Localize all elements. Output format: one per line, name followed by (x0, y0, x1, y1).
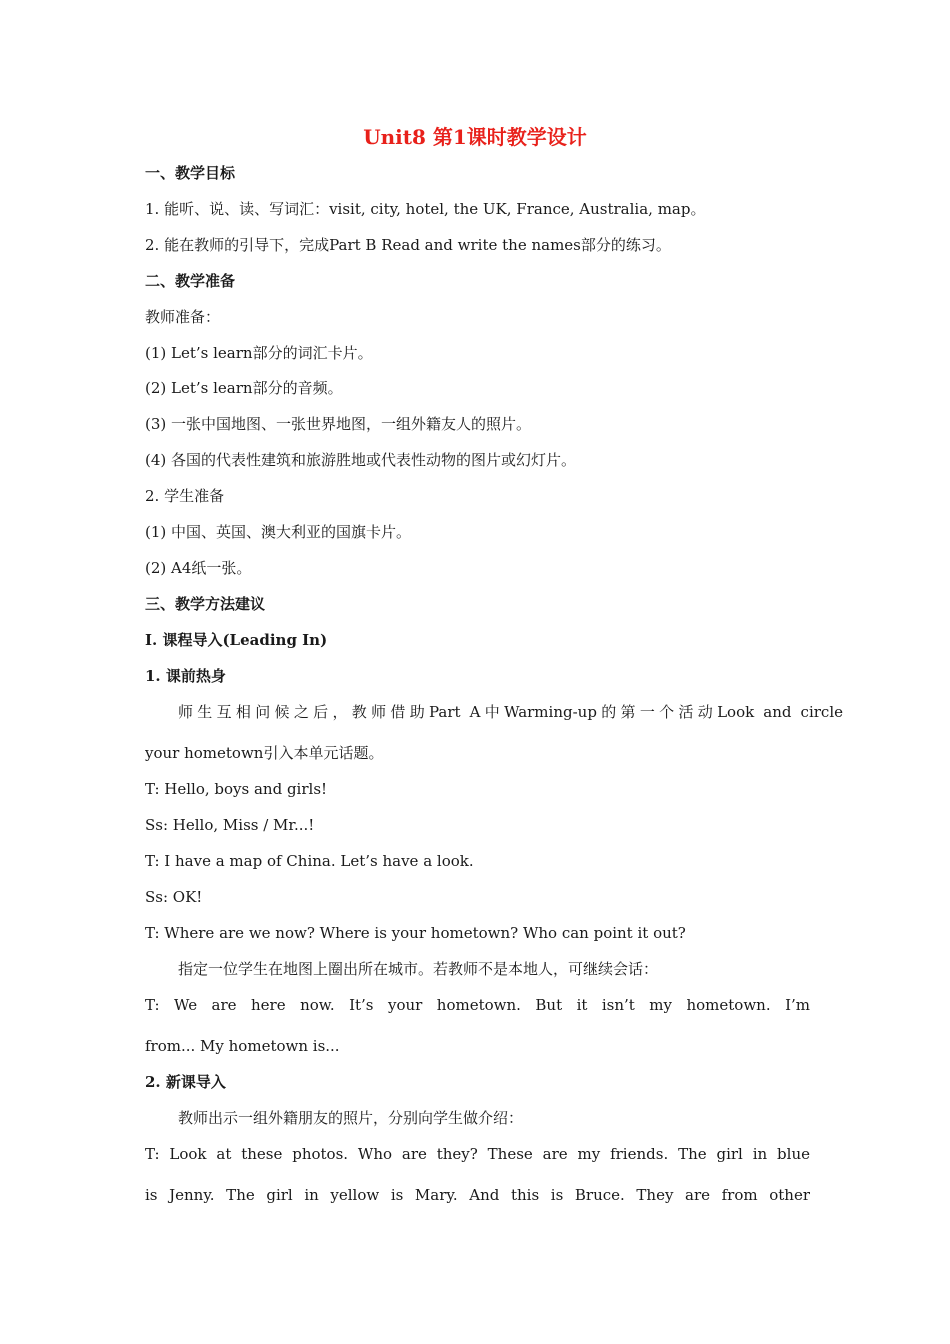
objective-item: 1. 能听、说、读、写词汇：visit, city, hotel, the UK, France, Australia, map。 (145, 200, 706, 218)
dialogue-line: T: We are here now. It’s your hometown. But it isn’t my hometown. I’m (145, 996, 810, 1014)
dialogue-line: from... My hometown is... (145, 1037, 340, 1055)
section-heading-objectives: 一、教学目标 (145, 164, 236, 182)
dialogue-line: T: Hello, boys and girls! (145, 780, 328, 798)
paragraph-text: 师生互相问候之后，教师借助Part A中Warming-up的第一个活动Look and circle (178, 703, 843, 721)
list-item: (1) 中国、英国、澳大利亚的国旗卡片。 (145, 523, 412, 541)
dialogue-line: T: Look at these photos. Who are they? These are my friends. The girl in blue (145, 1145, 810, 1163)
subsection-heading: 1. 课前热身 (145, 667, 226, 685)
list-item: (2) Let’s learn部分的音频。 (145, 379, 343, 397)
list-item: (1) Let’s learn部分的词汇卡片。 (145, 344, 373, 362)
dialogue-line: is Jenny. The girl in yellow is Mary. And this is Bruce. They are from other (145, 1186, 810, 1204)
list-item: (2) A4纸一张。 (145, 559, 252, 577)
document-title: Unit8 第1课时教学设计 (363, 125, 587, 149)
paragraph-text: your hometown引入本单元话题。 (145, 744, 384, 762)
dialogue-line: Ss: OK! (145, 888, 203, 906)
dialogue-line: T: I have a map of China. Let’s have a look. (145, 852, 474, 870)
list-item: (4) 各国的代表性建筑和旅游胜地或代表性动物的图片或幻灯片。 (145, 451, 577, 469)
dialogue-line: Ss: Hello, Miss / Mr...! (145, 816, 315, 834)
dialogue-line: T: Where are we now? Where is your hometown? Who can point it out? (145, 924, 686, 942)
paragraph-text: 教师准备： (145, 308, 221, 326)
subsection-heading: I. 课程导入(Leading In) (145, 631, 328, 649)
paragraph-text: 指定一位学生在地图上圈出所在城市。若教师不是本地人，可继续会话： (178, 960, 659, 978)
subsection-heading: 2. 新课导入 (145, 1073, 226, 1091)
subheading-text: 2. 学生准备 (145, 487, 225, 505)
section-heading-preparation: 二、教学准备 (145, 272, 236, 290)
objective-item: 2. 能在教师的引导下，完成Part B Read and write the names部分的练习。 (145, 236, 671, 254)
section-heading-methods: 三、教学方法建议 (145, 595, 266, 613)
list-item: (3) 一张中国地图、一张世界地图，一组外籍友人的照片。 (145, 415, 532, 433)
paragraph-text: 教师出示一组外籍朋友的照片，分别向学生做介绍： (178, 1109, 524, 1127)
